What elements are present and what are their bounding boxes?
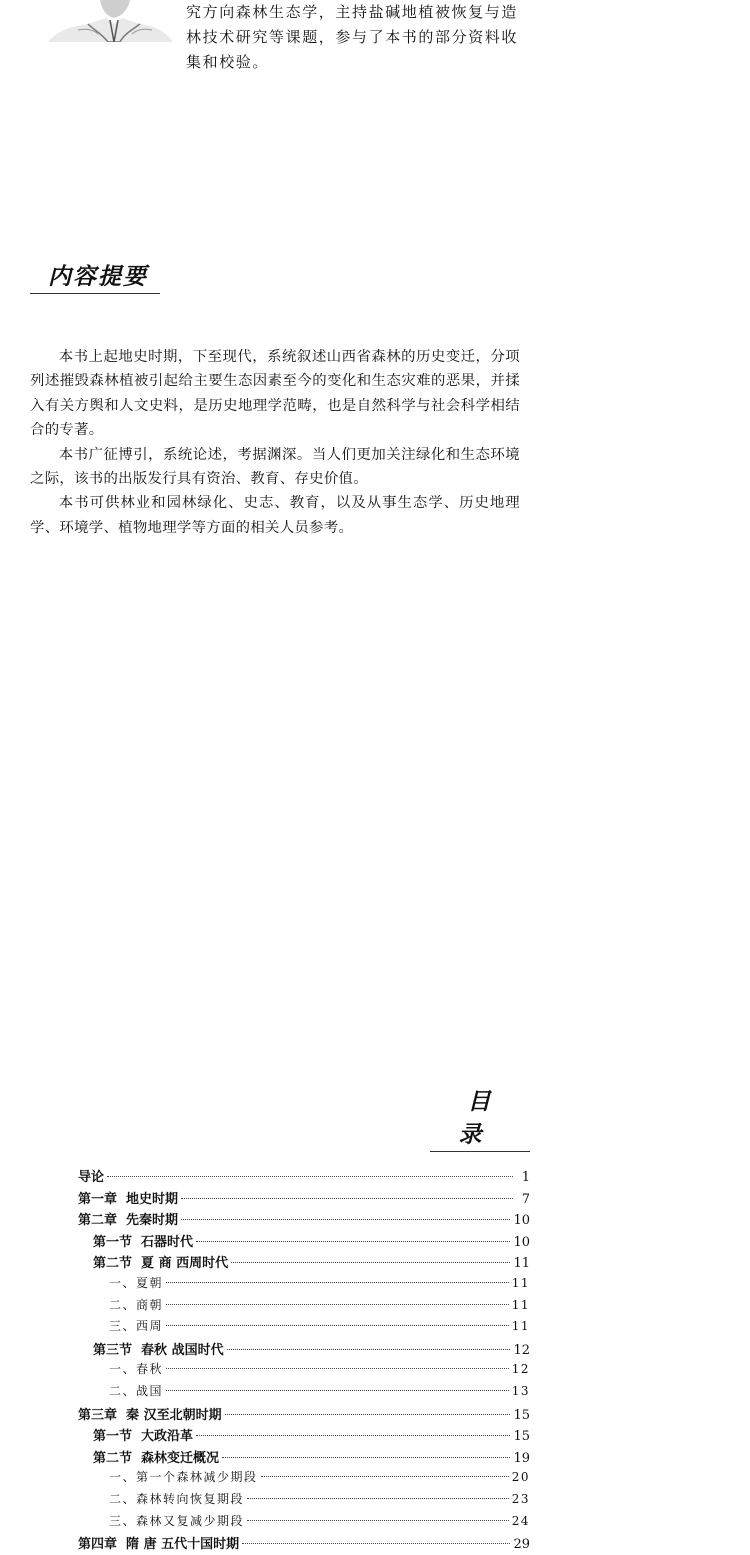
toc-leader-dots (242, 1542, 510, 1544)
toc-leader-dots (231, 1261, 510, 1263)
toc-leader-dots (247, 1497, 509, 1499)
toc-entry (78, 1317, 530, 1339)
toc-page-number: 12 (513, 1342, 530, 1358)
toc-page-number: 7 (521, 1191, 530, 1207)
toc-leader-dots (222, 1456, 510, 1458)
toc-page-number: 20 (511, 1470, 530, 1485)
toc-leader-dots (181, 1197, 513, 1199)
toc-entry-title: 第二节 夏 商 西周时代 (93, 1256, 229, 1272)
toc-heading-text: 目录 (458, 1088, 511, 1148)
toc-entry-title: 第三节 春秋 战国时代 (93, 1342, 224, 1358)
toc-entry-title: 三、西周 (109, 1319, 164, 1334)
heading-underline (30, 293, 160, 294)
toc-entry-title: 第二章 先秦时期 (78, 1213, 179, 1229)
toc-page-number: 1 (521, 1170, 530, 1185)
summary-paragraph: 本书可供林业和园林绿化、史志、教育，以及从事生态学、历史地理学、环境学、植物地理学等方面的相关人员参考。 (30, 495, 520, 536)
toc-leader-dots (166, 1281, 509, 1283)
toc-page-number: 29 (513, 1537, 530, 1553)
toc-entry (78, 1231, 530, 1253)
toc-entry (78, 1296, 530, 1318)
toc-entry (78, 1512, 530, 1534)
toc-leader-dots (166, 1389, 509, 1391)
toc-page-number: 11 (513, 1256, 530, 1272)
author-bio-line: 究方向森林生态学，主持盐碱地植被恢复与造 (186, 3, 519, 21)
toc-leader-dots (261, 1475, 509, 1477)
toc-entry (78, 1339, 530, 1361)
author-bio-line: 林技术研究等课题，参与了本书的部分资料收 (186, 28, 519, 46)
toc-page-number: 24 (511, 1513, 530, 1528)
toc-entry-title: 第一节 石器时代 (93, 1234, 194, 1250)
heading-underline (430, 1151, 530, 1152)
toc-entry-title: 第二节 森林变迁概况 (93, 1450, 220, 1466)
toc-leader-dots (196, 1240, 510, 1242)
toc-entry (78, 1490, 530, 1512)
toc-entry (78, 1360, 530, 1382)
toc-leader-dots (166, 1367, 509, 1369)
toc-entry-title: 一、夏朝 (109, 1275, 164, 1290)
toc-page-number: 15 (513, 1429, 530, 1445)
toc-entry-title: 第一节 大政沿革 (93, 1429, 194, 1445)
toc-entry (78, 1166, 530, 1188)
summary-paragraph: 本书上起地史时期，下至现代，系统叙述山西省森林的历史变迁，分项列述摧毁森林植被引起给主要生态因素至今的变化和生态灾难的恶果，并揉入有关方舆和人文史料，是历史地理学范畴，也是自然科学与社会科学相结合的专著。 (30, 349, 520, 439)
toc-entry-title: 二、战国 (109, 1383, 164, 1398)
table-of-contents (78, 1166, 530, 1555)
toc-entry (78, 1209, 530, 1231)
toc-entry-title: 一、春秋 (109, 1362, 164, 1377)
author-photo (48, 0, 173, 42)
toc-page-number: 23 (511, 1491, 530, 1506)
toc-entry (78, 1274, 530, 1296)
toc-leader-dots (227, 1348, 511, 1350)
toc-entry (78, 1425, 530, 1447)
toc-leader-dots (225, 1413, 511, 1415)
toc-entry-title: 一、第一个森林减少期段 (109, 1470, 258, 1485)
toc-page-number: 10 (513, 1213, 530, 1229)
toc-page-number: 13 (511, 1383, 530, 1398)
toc-leader-dots (247, 1519, 509, 1521)
toc-entry-title: 二、森林转向恢复期段 (109, 1491, 245, 1506)
toc-leader-dots (107, 1175, 513, 1177)
toc-page-number: 11 (511, 1275, 530, 1290)
toc-heading (430, 1083, 530, 1152)
toc-entry-title: 第三章 秦 汉至北朝时期 (78, 1407, 222, 1423)
toc-leader-dots (166, 1324, 509, 1326)
toc-page-number: 15 (513, 1407, 530, 1423)
toc-entry-title: 导论 (78, 1170, 105, 1185)
toc-entry (78, 1188, 530, 1210)
toc-entry (78, 1447, 530, 1469)
toc-entry-title: 第一章 地史时期 (78, 1191, 179, 1207)
toc-entry (78, 1468, 530, 1490)
toc-entry-title: 三、森林又复减少期段 (109, 1513, 245, 1528)
summary-heading (30, 258, 160, 294)
summary-paragraph: 本书广征博引，系统论述，考据渊深。当人们更加关注绿化和生态环境之际，该书的出版发行具有资治、教育、存史价值。 (30, 446, 520, 488)
author-bio (186, 0, 546, 75)
toc-page-number: 19 (513, 1450, 530, 1466)
toc-page-number: 12 (511, 1362, 530, 1377)
toc-entry (78, 1533, 530, 1555)
toc-page-number: 11 (511, 1319, 530, 1334)
toc-page-number: 10 (513, 1234, 530, 1250)
toc-entry-title: 第四章 隋 唐 五代十国时期 (78, 1537, 240, 1553)
toc-entry (78, 1382, 530, 1404)
summary-heading-text: 内容提要 (48, 263, 148, 290)
toc-entry (78, 1404, 530, 1426)
toc-leader-dots (196, 1434, 510, 1436)
toc-page-number: 11 (511, 1297, 530, 1312)
toc-leader-dots (181, 1218, 510, 1220)
summary-body (30, 345, 520, 540)
toc-entry (78, 1252, 530, 1274)
toc-entry-title: 二、商朝 (109, 1297, 164, 1312)
toc-leader-dots (166, 1303, 509, 1305)
author-bio-line: 集和校验。 (186, 53, 270, 71)
